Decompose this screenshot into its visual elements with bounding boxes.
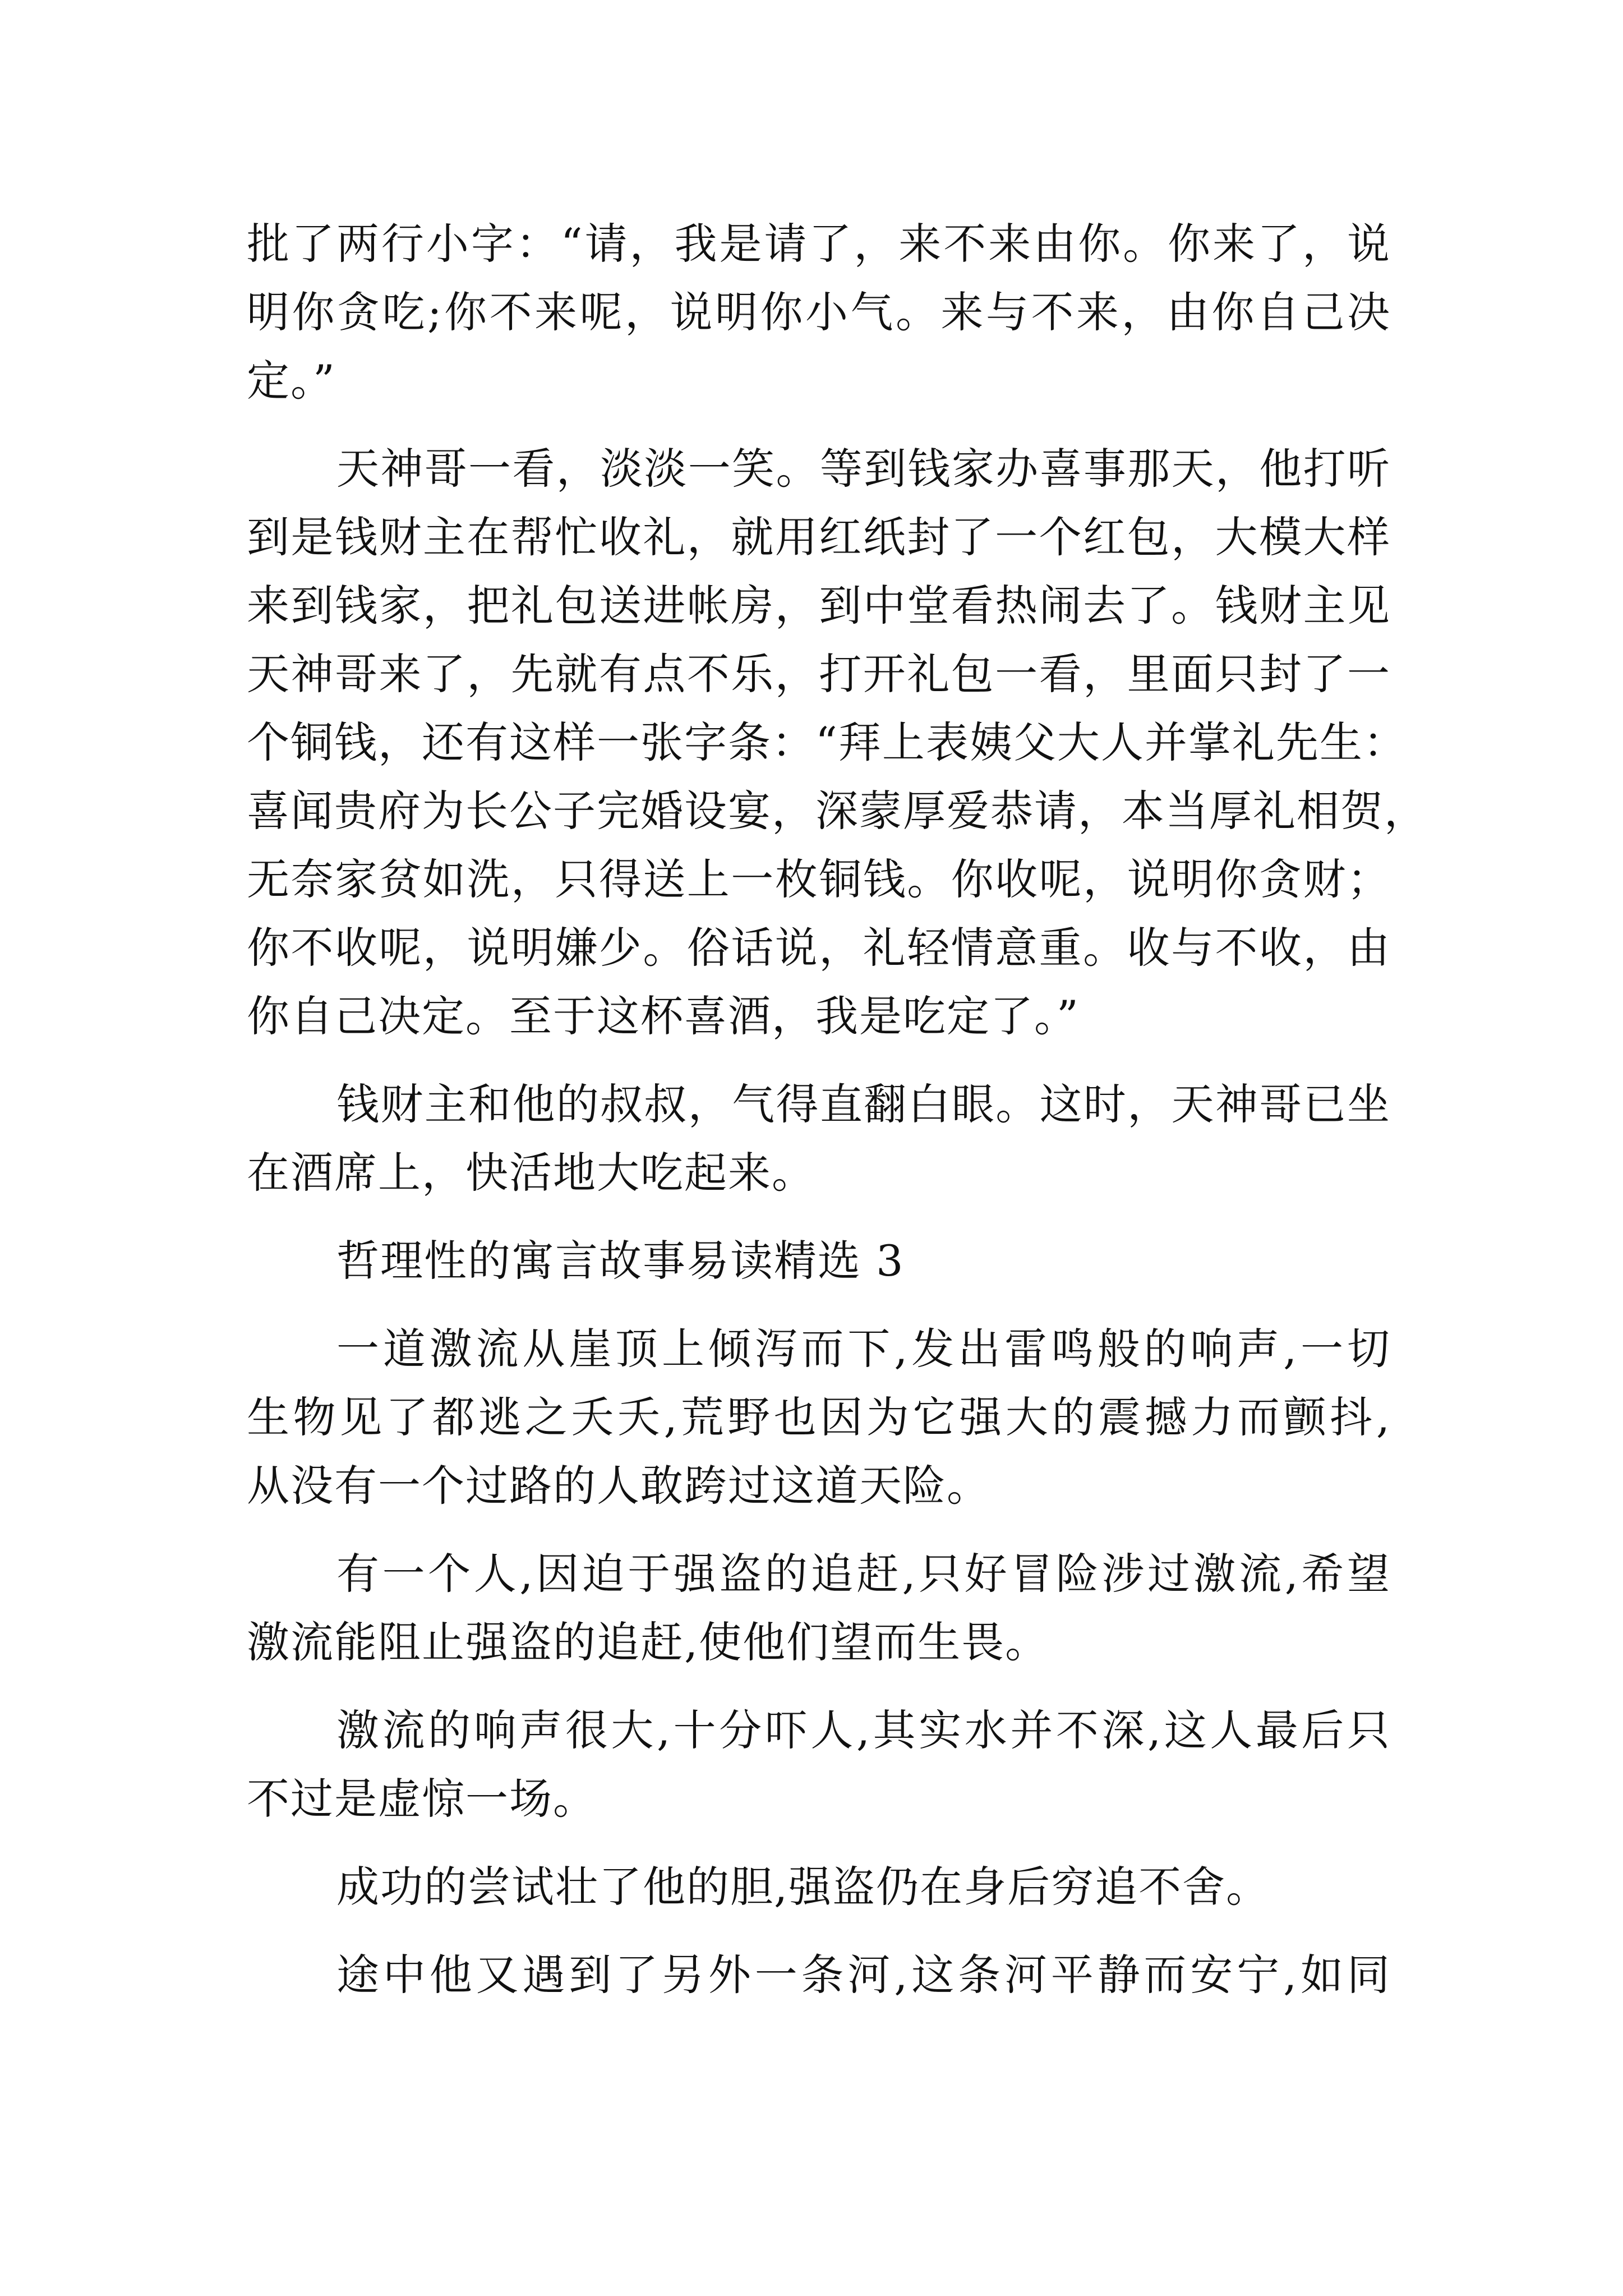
- text-line: 一道激流从崖顶上倾泻而下,发出雷鸣般的响声,一切: [336, 1324, 1391, 1374]
- text-line: 不过是虚惊一场。: [247, 1774, 597, 1824]
- text-line: 个铜钱，还有这样一张字条：“拜上表姨父大人并掌礼先生：: [247, 717, 1407, 767]
- text-line: 途中他又遇到了另外一条河,这条河平静而安宁,如同: [336, 1950, 1391, 2000]
- text-line: 批了两行小字：“请，我是请了，来不来由你。你来了，说: [247, 219, 1391, 269]
- text-line: 天神哥一看，淡淡一笑。等到钱家办喜事那天，他打听: [336, 444, 1391, 494]
- text-line: 你自己决定。至于这杯喜酒，我是吃定了。”: [247, 991, 1080, 1041]
- text-line: 成功的尝试壮了他的胆,强盗仍在身后穷追不舍。: [336, 1862, 1270, 1912]
- text-line: 天神哥来了，先就有点不乐，打开礼包一看，里面只封了一: [247, 649, 1391, 699]
- text-line: 生物见了都逃之夭夭,荒野也因为它强大的震撼力而颤抖,: [247, 1392, 1391, 1442]
- text-line: 激流能阻止强盗的追赶,使他们望而生畏。: [247, 1617, 1049, 1667]
- text-line: 来到钱家，把礼包送进帐房，到中堂看热闹去了。钱财主见: [247, 581, 1391, 631]
- text-line: 激流的响声很大,十分吓人,其实水并不深,这人最后只: [336, 1705, 1391, 1755]
- section-heading: 哲理性的寓言故事易读精选 3: [336, 1236, 905, 1286]
- text-line: 无奈家贫如洗，只得送上一枚铜钱。你收呢，说明你贪财；: [247, 854, 1391, 904]
- text-line: 在酒席上，快活地大吃起来。: [247, 1148, 815, 1198]
- text-line: 明你贪吃;你不来呢，说明你小气。来与不来，由你自己决: [247, 287, 1391, 337]
- text-line: 到是钱财主在帮忙收礼，就用红纸封了一个红包，大模大样: [247, 512, 1391, 562]
- text-line: 从没有一个过路的人敢跨过这道天险。: [247, 1461, 990, 1511]
- text-line: 定。”: [247, 356, 336, 406]
- text-line: 有一个人,因迫于强盗的追赶,只好冒险涉过激流,希望: [336, 1549, 1391, 1599]
- text-line: 钱财主和他的叔叔，气得直翻白眼。这时，天神哥已坐: [336, 1079, 1391, 1129]
- text-line: 喜闻贵府为长公子完婚设宴，深蒙厚爱恭请，本当厚礼相贺，: [247, 786, 1428, 836]
- text-line: 你不收呢，说明嫌少。俗话说，礼轻情意重。收与不收，由: [247, 923, 1391, 973]
